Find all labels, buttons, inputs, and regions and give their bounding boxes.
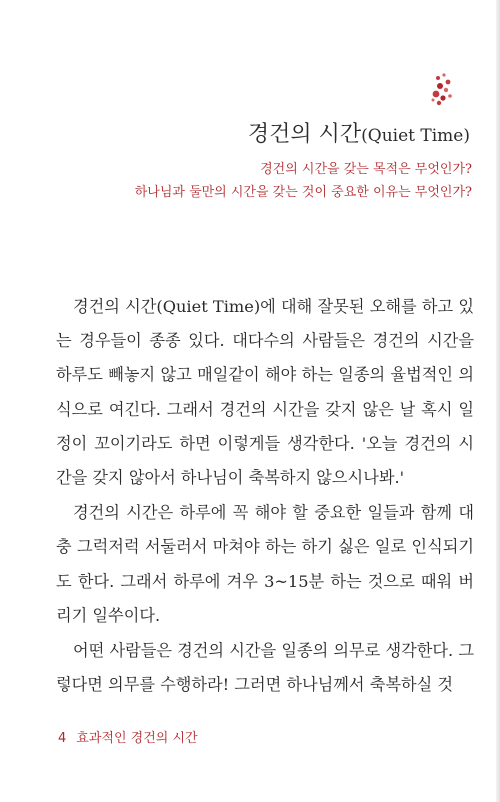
flower-ornament-icon [424,70,464,114]
running-title: 효과적인 경건의 시간 [76,731,198,746]
page-footer [58,727,198,746]
page-edge [496,0,500,802]
paragraph: 경건의 시간(Quiet Time)에 대해 잘못된 오해를 하고 있는 경우들이 종종 있다. 대다수의 사람들은 경건의 시간을 하루도 빼놓지 않고 매일같이 해야 하는 일종의 율법적인 의식으로 여긴다. 그래서 경건의 시간을 갖지 않은 날 혹시 일정이 꼬이기라도 하면 이렇게들 생각한다. '오늘 경건의 시간을 갖지 않아서 하나님이 축복하지 않으시나봐.' [56,297,474,488]
paragraph: 어떤 사람들은 경건의 시간을 일종의 의무로 생각한다. 그렇다면 의무를 수행하라! 그러면 하나님께서 축복하실 것 [56,641,474,695]
title-main: 경건의 시간 [247,122,362,147]
title-sub: (Quiet Time) [361,126,470,146]
page-number: 4 [58,731,67,746]
paragraph: 경건의 시간은 하루에 꼭 해야 할 중요한 일들과 함께 대충 그럭저럭 서둘러서 마쳐야 하는 하기 싫은 일로 인식되기도 한다. 그래서 하루에 겨우 3~15분 하는 것으로 때워 버리기 일쑤이다. [56,503,474,625]
question-item: 하나님과 둘만의 시간을 갖는 것이 중요한 이유는 무엇인가? [134,185,472,200]
question-item: 경건의 시간을 갖는 목적은 무엇인가? [260,162,472,177]
guiding-questions [135,158,472,204]
body-text [56,290,474,702]
page-title [248,117,470,148]
